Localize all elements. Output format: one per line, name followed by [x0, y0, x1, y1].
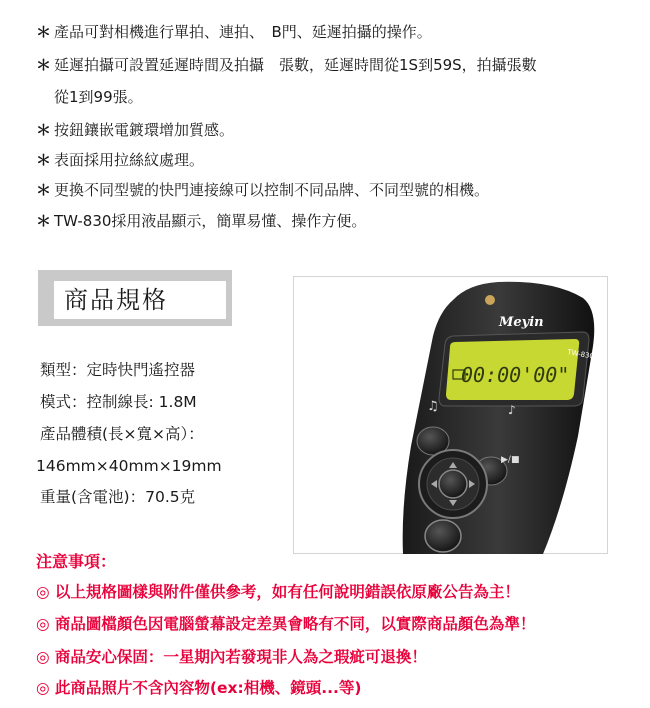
- spec-line-type: 類型：定時快門遙控器: [40, 361, 196, 379]
- spec-line-mode: 模式：控制線長: 1.8M: [40, 393, 197, 411]
- bullet-star: ＊: [36, 151, 52, 169]
- model-label: TW-830: [566, 348, 595, 361]
- feature-item: [36, 150, 204, 170]
- bullet-star: ＊: [36, 56, 52, 74]
- feature-text: 延遲拍攝可設置延遲時間及拍攝 張數，延遲時間從1S到59S，拍攝張數: [54, 56, 537, 74]
- remote-controller-image: [293, 276, 608, 554]
- bullet-star: ＊: [36, 212, 52, 230]
- feature-item: [36, 87, 143, 107]
- note-icon: ♪: [508, 403, 516, 417]
- feature-item: [36, 55, 537, 75]
- feature-text: TW-830採用液晶顯示，簡單易懂、操作方便。: [54, 212, 367, 230]
- notice-title: 注意事項：: [36, 552, 117, 571]
- spec-line-size-label: 產品體積(長×寬×高）：: [40, 425, 204, 443]
- spec-line-weight: 重量(含電池)：70.5克: [40, 488, 196, 506]
- notice-item: ◎ 此商品照片不含內容物(ex:相機、鏡頭...等): [36, 679, 362, 697]
- notice-item: ◎ 商品安心保固：一星期內若發現非人為之瑕疵可退換！: [36, 648, 427, 666]
- bullet-star: ＊: [36, 23, 52, 41]
- feature-item: [36, 211, 366, 231]
- feature-text: 從1到99張。: [54, 88, 143, 106]
- feature-item: [36, 120, 234, 140]
- feature-text: 表面採用拉絲紋處理。: [54, 151, 205, 169]
- feature-text: 按鈕鑲嵌電鍍環增加質感。: [54, 121, 235, 139]
- spec-title: 商品規格: [54, 281, 226, 319]
- feature-item: [36, 180, 489, 200]
- bullet-star: ＊: [36, 121, 52, 139]
- feature-item: [36, 22, 432, 42]
- feature-text: 產品可對相機進行單拍、連拍、 B門、延遲拍攝的操作。: [54, 23, 432, 41]
- feature-text: 更換不同型號的快門連接線可以控制不同品牌、不同型號的相機。: [54, 181, 490, 199]
- notice-item: ◎ 商品圖檔顏色因電腦螢幕設定差異會略有不同，以實際商品顏色為準！: [36, 615, 536, 633]
- note-icon: ♫: [427, 399, 439, 414]
- spec-line-size-value: 146mm×40mm×19mm: [36, 457, 222, 475]
- lcd-time-display: 00:00'00": [461, 363, 570, 387]
- notice-item: ◎ 以上規格圖樣與附件僅供參考，如有任何說明錯誤依原廠公告為主！: [36, 583, 520, 601]
- bullet-star: ＊: [36, 181, 52, 199]
- brand-logo: Meyin: [499, 315, 544, 330]
- play-pause-icon: ▶/■: [501, 455, 520, 465]
